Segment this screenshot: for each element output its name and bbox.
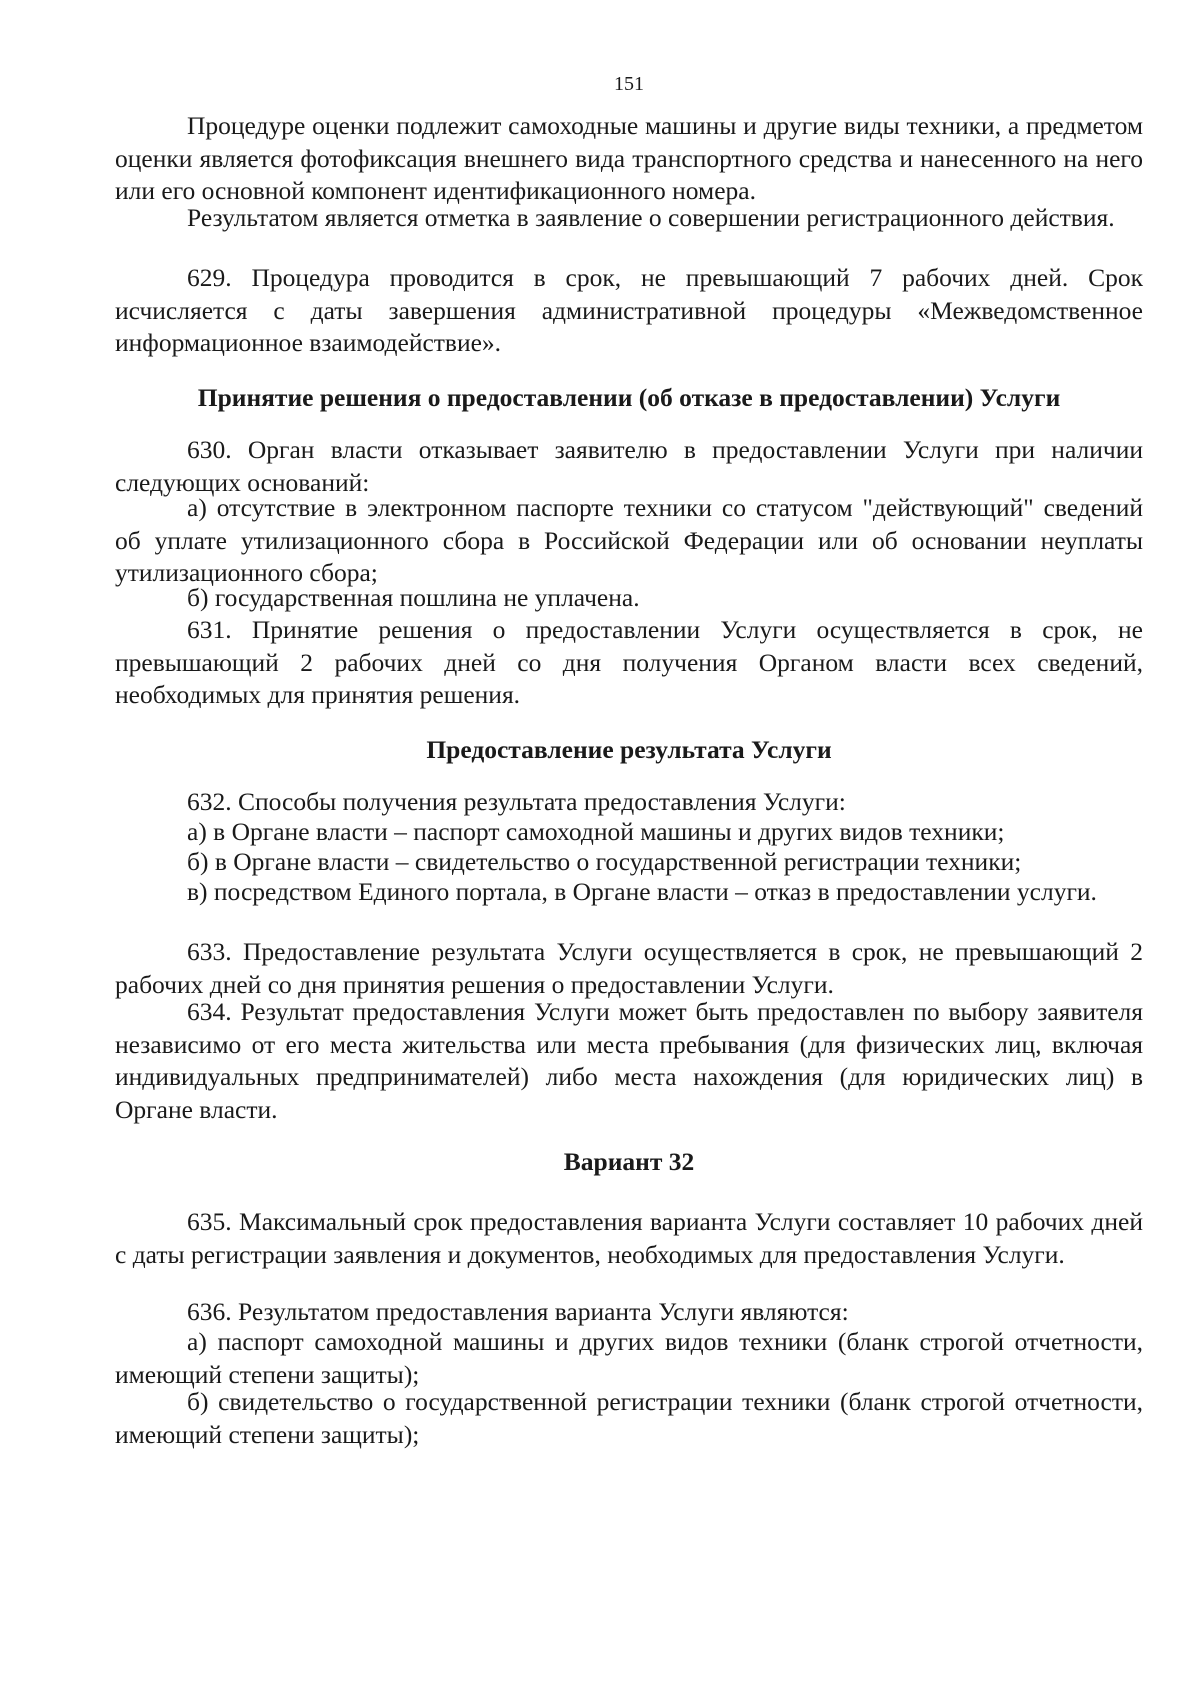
paragraph-633: 633. Предоставление результата Услуги осуществляется в срок, не превышающий 2 рабочих дней со дня принятия решения о предоставлении Услуги.: [115, 937, 1143, 999]
paragraph-629: 629. Процедура проводится в срок, не превышающий 7 рабочих дней. Срок исчисляется с даты завершения административной процедуры «Межведомственное информационное взаимодействие».: [115, 263, 1143, 358]
paragraph-632-a: а) в Органе власти – паспорт самоходной машины и других видов техники;: [187, 817, 1005, 846]
paragraph-636: 636. Результатом предоставления варианта Услуги являются:: [187, 1297, 849, 1326]
paragraph-630-a: а) отсутствие в электронном паспорте техники со статусом "действующий" сведений об уплате утилизационного сбора в Российской Федерации или об основании неуплаты утилизационного сбора;: [115, 493, 1143, 588]
paragraph-630: 630. Орган власти отказывает заявителю в предоставлении Услуги при наличии следующих оснований:: [115, 435, 1143, 497]
paragraph-632-c: в) посредством Единого портала, в Органе власти – отказ в предоставлении услуги.: [187, 877, 1097, 906]
paragraph-636-b: б) свидетельство о государственной регистрации техники (бланк строгой отчетности, имеющий степени защиты);: [115, 1387, 1143, 1449]
paragraph-635: 635. Максимальный срок предоставления варианта Услуги составляет 10 рабочих дней с даты регистрации заявления и документов, необходимых для предоставления Услуги.: [115, 1207, 1143, 1269]
paragraph-632-b: б) в Органе власти – свидетельство о государственной регистрации техники;: [187, 847, 1022, 876]
heading-decision: Принятие решения о предоставлении (об отказе в предоставлении) Услуги: [197, 383, 1061, 412]
paragraph-630-b: б) государственная пошлина не уплачена.: [187, 583, 640, 612]
heading-variant-32: Вариант 32: [563, 1147, 695, 1176]
paragraph-632: 632. Способы получения результата предоставления Услуги:: [187, 787, 846, 816]
heading-result-delivery: Предоставление результата Услуги: [426, 735, 832, 764]
paragraph-assessment-result: Результатом является отметка в заявление о совершении регистрационного действия.: [187, 203, 1115, 232]
paragraph-636-a: а) паспорт самоходной машины и других видов техники (бланк строгой отчетности, имеющий степени защиты);: [115, 1327, 1143, 1389]
paragraph-631: 631. Принятие решения о предоставлении Услуги осуществляется в срок, не превышающий 2 рабочих дней со дня получения Органом власти всех сведений, необходимых для принятия решения.: [115, 615, 1143, 710]
paragraph-634: 634. Результат предоставления Услуги может быть предоставлен по выбору заявителя независимо от его места жительства или места пребывания (для физических лиц, включая индивидуальных предпринимателей) либо места нахождения (для юридических лиц) в Органе власти.: [115, 997, 1143, 1124]
paragraph-assessment-subject: Процедуре оценки подлежит самоходные машины и другие виды техники, а предметом оценки является фотофиксация внешнего вида транспортного средства и нанесенного на него или его основной компонент идентификационного номера.: [115, 111, 1143, 206]
page-number: 151: [614, 73, 644, 95]
